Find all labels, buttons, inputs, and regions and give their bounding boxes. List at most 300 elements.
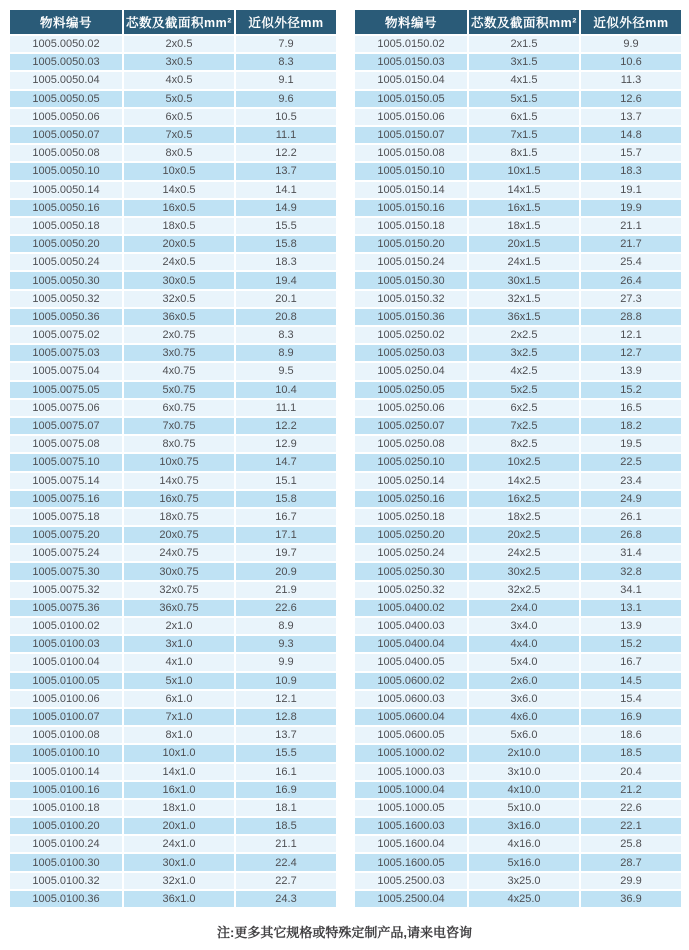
outer-diameter-cell: 19.4 xyxy=(236,272,336,288)
material-code-cell: 1005.0250.07 xyxy=(355,418,467,434)
core-cross-section-cell: 20x0.75 xyxy=(124,527,234,543)
table-row xyxy=(10,127,336,143)
core-cross-section-cell: 4x0.75 xyxy=(124,363,234,379)
material-code-cell: 1005.0100.10 xyxy=(10,745,122,761)
core-cross-section-cell: 20x0.5 xyxy=(124,236,234,252)
table-row xyxy=(355,454,681,470)
footnote: 注:更多其它规格或特殊定制产品,请来电咨询 xyxy=(217,925,472,940)
material-code-cell: 1005.0075.24 xyxy=(10,545,122,561)
material-code-cell: 1005.0050.24 xyxy=(10,254,122,270)
core-cross-section-cell: 3x4.0 xyxy=(469,618,579,634)
outer-diameter-cell: 17.1 xyxy=(236,527,336,543)
table-row xyxy=(355,200,681,216)
material-code-cell: 1005.0250.03 xyxy=(355,345,467,361)
material-code-cell: 1005.0075.05 xyxy=(10,382,122,398)
core-cross-section-cell: 2x1.5 xyxy=(469,36,579,52)
table-row xyxy=(355,600,681,616)
table-row xyxy=(10,818,336,834)
material-code-cell: 1005.0100.32 xyxy=(10,873,122,889)
outer-diameter-cell: 12.1 xyxy=(581,327,681,343)
material-code-cell: 1005.0150.06 xyxy=(355,109,467,125)
core-cross-section-cell: 3x0.5 xyxy=(124,54,234,70)
core-cross-section-cell: 32x2.5 xyxy=(469,582,579,598)
outer-diameter-cell: 18.3 xyxy=(236,254,336,270)
material-code-cell: 1005.0250.18 xyxy=(355,509,467,525)
core-cross-section-cell: 14x0.5 xyxy=(124,182,234,198)
outer-diameter-cell: 15.8 xyxy=(236,491,336,507)
table-row xyxy=(10,654,336,670)
table-row xyxy=(10,800,336,816)
material-code-cell: 1005.0100.03 xyxy=(10,636,122,652)
material-code-cell: 1005.0600.05 xyxy=(355,727,467,743)
outer-diameter-cell: 15.8 xyxy=(236,236,336,252)
core-cross-section-cell: 32x0.75 xyxy=(124,582,234,598)
core-cross-section-cell: 2x1.0 xyxy=(124,618,234,634)
table-row xyxy=(355,54,681,70)
material-code-cell: 1005.0100.18 xyxy=(10,800,122,816)
outer-diameter-cell: 9.9 xyxy=(236,654,336,670)
table-row xyxy=(10,36,336,52)
core-cross-section-cell: 18x1.0 xyxy=(124,800,234,816)
outer-diameter-cell: 26.8 xyxy=(581,527,681,543)
core-cross-section-cell: 30x0.75 xyxy=(124,563,234,579)
outer-diameter-cell: 10.4 xyxy=(236,382,336,398)
outer-diameter-cell: 22.5 xyxy=(581,454,681,470)
material-code-cell: 1005.0050.07 xyxy=(10,127,122,143)
column-header-outer-diameter: 近似外径mm xyxy=(581,10,681,34)
material-code-cell: 1005.0250.30 xyxy=(355,563,467,579)
outer-diameter-cell: 14.7 xyxy=(236,454,336,470)
table-row xyxy=(355,873,681,889)
table-row xyxy=(355,327,681,343)
outer-diameter-cell: 12.2 xyxy=(236,145,336,161)
material-code-cell: 1005.0100.02 xyxy=(10,618,122,634)
outer-diameter-cell: 14.9 xyxy=(236,200,336,216)
material-code-cell: 1005.0150.18 xyxy=(355,218,467,234)
core-cross-section-cell: 32x1.5 xyxy=(469,291,579,307)
table-row xyxy=(10,600,336,616)
table-row xyxy=(10,363,336,379)
outer-diameter-cell: 9.9 xyxy=(581,36,681,52)
core-cross-section-cell: 4x25.0 xyxy=(469,891,579,907)
core-cross-section-cell: 20x1.5 xyxy=(469,236,579,252)
material-code-cell: 1005.0150.24 xyxy=(355,254,467,270)
material-code-cell: 1005.0075.32 xyxy=(10,582,122,598)
table-row xyxy=(355,673,681,689)
outer-diameter-cell: 21.9 xyxy=(236,582,336,598)
core-cross-section-cell: 14x1.0 xyxy=(124,764,234,780)
table-row xyxy=(10,254,336,270)
table-row xyxy=(10,782,336,798)
material-code-cell: 1005.0075.07 xyxy=(10,418,122,434)
table-row xyxy=(10,454,336,470)
core-cross-section-cell: 14x2.5 xyxy=(469,473,579,489)
core-cross-section-cell: 3x1.0 xyxy=(124,636,234,652)
core-cross-section-cell: 2x4.0 xyxy=(469,600,579,616)
outer-diameter-cell: 10.5 xyxy=(236,109,336,125)
core-cross-section-cell: 5x0.75 xyxy=(124,382,234,398)
table-row xyxy=(355,182,681,198)
core-cross-section-cell: 4x2.5 xyxy=(469,363,579,379)
core-cross-section-cell: 36x1.0 xyxy=(124,891,234,907)
table-row xyxy=(355,854,681,870)
core-cross-section-cell: 4x10.0 xyxy=(469,782,579,798)
table-row xyxy=(355,163,681,179)
material-code-cell: 1005.0050.08 xyxy=(10,145,122,161)
outer-diameter-cell: 12.8 xyxy=(236,709,336,725)
spec-table-right xyxy=(353,8,683,909)
table-row xyxy=(355,145,681,161)
material-code-cell: 1005.0100.05 xyxy=(10,673,122,689)
core-cross-section-cell: 14x0.75 xyxy=(124,473,234,489)
outer-diameter-cell: 7.9 xyxy=(236,36,336,52)
table-row xyxy=(355,345,681,361)
table-row xyxy=(355,72,681,88)
outer-diameter-cell: 15.4 xyxy=(581,691,681,707)
outer-diameter-cell: 13.1 xyxy=(581,600,681,616)
outer-diameter-cell: 26.4 xyxy=(581,272,681,288)
table-row xyxy=(355,400,681,416)
material-code-cell: 1005.1000.03 xyxy=(355,764,467,780)
material-code-cell: 1005.0075.14 xyxy=(10,473,122,489)
material-code-cell: 1005.0050.02 xyxy=(10,36,122,52)
table-row xyxy=(10,291,336,307)
outer-diameter-cell: 21.2 xyxy=(581,782,681,798)
outer-diameter-cell: 18.5 xyxy=(581,745,681,761)
table-row xyxy=(10,309,336,325)
table-row xyxy=(10,436,336,452)
table-row xyxy=(355,218,681,234)
table-row xyxy=(10,691,336,707)
core-cross-section-cell: 4x6.0 xyxy=(469,709,579,725)
column-header-material-code: 物料编号 xyxy=(10,10,122,34)
table-row xyxy=(355,563,681,579)
table-row xyxy=(10,72,336,88)
core-cross-section-cell: 4x4.0 xyxy=(469,636,579,652)
table-row xyxy=(355,818,681,834)
core-cross-section-cell: 3x0.75 xyxy=(124,345,234,361)
spec-table-left xyxy=(8,8,338,909)
core-cross-section-cell: 2x2.5 xyxy=(469,327,579,343)
table-row xyxy=(10,836,336,852)
outer-diameter-cell: 18.2 xyxy=(581,418,681,434)
table-row xyxy=(355,800,681,816)
table-row xyxy=(10,473,336,489)
table-row xyxy=(10,236,336,252)
material-code-cell: 1005.0250.05 xyxy=(355,382,467,398)
outer-diameter-cell: 10.6 xyxy=(581,54,681,70)
core-cross-section-cell: 8x2.5 xyxy=(469,436,579,452)
outer-diameter-cell: 22.1 xyxy=(581,818,681,834)
table-row xyxy=(355,509,681,525)
material-code-cell: 1005.1000.04 xyxy=(355,782,467,798)
outer-diameter-cell: 13.7 xyxy=(236,163,336,179)
material-code-cell: 1005.0050.14 xyxy=(10,182,122,198)
outer-diameter-cell: 21.1 xyxy=(236,836,336,852)
material-code-cell: 1005.0050.04 xyxy=(10,72,122,88)
material-code-cell: 1005.0150.16 xyxy=(355,200,467,216)
material-code-cell: 1005.0600.04 xyxy=(355,709,467,725)
column-header-core-cross-section: 芯数及截面积mm² xyxy=(469,10,579,34)
core-cross-section-cell: 36x1.5 xyxy=(469,309,579,325)
material-code-cell: 1005.0075.04 xyxy=(10,363,122,379)
table-row xyxy=(355,436,681,452)
outer-diameter-cell: 9.1 xyxy=(236,72,336,88)
material-code-cell: 1005.0250.32 xyxy=(355,582,467,598)
outer-diameter-cell: 9.6 xyxy=(236,91,336,107)
core-cross-section-cell: 2x0.75 xyxy=(124,327,234,343)
core-cross-section-cell: 36x0.75 xyxy=(124,600,234,616)
material-code-cell: 1005.0100.08 xyxy=(10,727,122,743)
outer-diameter-cell: 28.8 xyxy=(581,309,681,325)
core-cross-section-cell: 6x1.5 xyxy=(469,109,579,125)
outer-diameter-cell: 12.2 xyxy=(236,418,336,434)
core-cross-section-cell: 2x6.0 xyxy=(469,673,579,689)
outer-diameter-cell: 14.8 xyxy=(581,127,681,143)
outer-diameter-cell: 20.9 xyxy=(236,563,336,579)
core-cross-section-cell: 6x0.75 xyxy=(124,400,234,416)
table-row xyxy=(355,127,681,143)
material-code-cell: 1005.1000.05 xyxy=(355,800,467,816)
outer-diameter-cell: 8.9 xyxy=(236,618,336,634)
table-row xyxy=(355,418,681,434)
material-code-cell: 1005.0050.36 xyxy=(10,309,122,325)
outer-diameter-cell: 32.8 xyxy=(581,563,681,579)
material-code-cell: 1005.0150.20 xyxy=(355,236,467,252)
table-row xyxy=(10,345,336,361)
material-code-cell: 1005.0075.10 xyxy=(10,454,122,470)
outer-diameter-cell: 16.7 xyxy=(236,509,336,525)
material-code-cell: 1005.0150.02 xyxy=(355,36,467,52)
table-row xyxy=(355,254,681,270)
outer-diameter-cell: 14.1 xyxy=(236,182,336,198)
table-row xyxy=(10,218,336,234)
table-row xyxy=(10,636,336,652)
core-cross-section-cell: 20x1.0 xyxy=(124,818,234,834)
outer-diameter-cell: 31.4 xyxy=(581,545,681,561)
material-code-cell: 1005.0100.16 xyxy=(10,782,122,798)
material-code-cell: 1005.0250.06 xyxy=(355,400,467,416)
table-row xyxy=(355,109,681,125)
table-header xyxy=(355,10,681,34)
material-code-cell: 1005.0100.24 xyxy=(10,836,122,852)
core-cross-section-cell: 24x0.5 xyxy=(124,254,234,270)
material-code-cell: 1005.0400.02 xyxy=(355,600,467,616)
table-row xyxy=(355,236,681,252)
core-cross-section-cell: 18x1.5 xyxy=(469,218,579,234)
outer-diameter-cell: 11.3 xyxy=(581,72,681,88)
core-cross-section-cell: 5x1.0 xyxy=(124,673,234,689)
core-cross-section-cell: 8x0.75 xyxy=(124,436,234,452)
material-code-cell: 1005.0400.03 xyxy=(355,618,467,634)
table-row xyxy=(355,291,681,307)
core-cross-section-cell: 5x10.0 xyxy=(469,800,579,816)
core-cross-section-cell: 7x0.5 xyxy=(124,127,234,143)
core-cross-section-cell: 3x10.0 xyxy=(469,764,579,780)
table-row xyxy=(10,382,336,398)
core-cross-section-cell: 18x0.5 xyxy=(124,218,234,234)
outer-diameter-cell: 18.6 xyxy=(581,727,681,743)
core-cross-section-cell: 4x0.5 xyxy=(124,72,234,88)
table-row xyxy=(10,400,336,416)
table-row xyxy=(10,727,336,743)
table-row xyxy=(10,327,336,343)
core-cross-section-cell: 6x2.5 xyxy=(469,400,579,416)
outer-diameter-cell: 13.9 xyxy=(581,618,681,634)
core-cross-section-cell: 4x16.0 xyxy=(469,836,579,852)
outer-diameter-cell: 22.6 xyxy=(581,800,681,816)
column-header-material-code: 物料编号 xyxy=(355,10,467,34)
table-row xyxy=(10,145,336,161)
core-cross-section-cell: 10x1.5 xyxy=(469,163,579,179)
material-code-cell: 1005.2500.04 xyxy=(355,891,467,907)
outer-diameter-cell: 10.9 xyxy=(236,673,336,689)
core-cross-section-cell: 5x6.0 xyxy=(469,727,579,743)
table-row xyxy=(355,491,681,507)
header-row xyxy=(10,10,336,34)
material-code-cell: 1005.0600.03 xyxy=(355,691,467,707)
core-cross-section-cell: 3x25.0 xyxy=(469,873,579,889)
material-code-cell: 1005.0150.05 xyxy=(355,91,467,107)
core-cross-section-cell: 7x0.75 xyxy=(124,418,234,434)
material-code-cell: 1005.0100.04 xyxy=(10,654,122,670)
core-cross-section-cell: 30x2.5 xyxy=(469,563,579,579)
outer-diameter-cell: 16.9 xyxy=(236,782,336,798)
table-row xyxy=(355,36,681,52)
table-row xyxy=(355,545,681,561)
table-row xyxy=(355,745,681,761)
material-code-cell: 1005.0400.04 xyxy=(355,636,467,652)
table-row xyxy=(10,272,336,288)
outer-diameter-cell: 18.5 xyxy=(236,818,336,834)
core-cross-section-cell: 36x0.5 xyxy=(124,309,234,325)
outer-diameter-cell: 16.7 xyxy=(581,654,681,670)
core-cross-section-cell: 3x6.0 xyxy=(469,691,579,707)
outer-diameter-cell: 21.7 xyxy=(581,236,681,252)
outer-diameter-cell: 16.9 xyxy=(581,709,681,725)
material-code-cell: 1005.0075.18 xyxy=(10,509,122,525)
table-row xyxy=(10,745,336,761)
outer-diameter-cell: 16.5 xyxy=(581,400,681,416)
core-cross-section-cell: 20x2.5 xyxy=(469,527,579,543)
material-code-cell: 1005.0150.36 xyxy=(355,309,467,325)
outer-diameter-cell: 13.7 xyxy=(236,727,336,743)
core-cross-section-cell: 16x0.5 xyxy=(124,200,234,216)
material-code-cell: 1005.0100.36 xyxy=(10,891,122,907)
material-code-cell: 1005.0150.04 xyxy=(355,72,467,88)
table-row xyxy=(10,527,336,543)
core-cross-section-cell: 10x0.75 xyxy=(124,454,234,470)
table-row xyxy=(355,836,681,852)
outer-diameter-cell: 19.9 xyxy=(581,200,681,216)
material-code-cell: 1005.0150.07 xyxy=(355,127,467,143)
material-code-cell: 1005.0250.24 xyxy=(355,545,467,561)
table-row xyxy=(10,509,336,525)
material-code-cell: 1005.0600.02 xyxy=(355,673,467,689)
material-code-cell: 1005.0250.04 xyxy=(355,363,467,379)
outer-diameter-cell: 12.7 xyxy=(581,345,681,361)
core-cross-section-cell: 5x2.5 xyxy=(469,382,579,398)
table-row xyxy=(355,764,681,780)
core-cross-section-cell: 7x1.0 xyxy=(124,709,234,725)
material-code-cell: 1005.0100.06 xyxy=(10,691,122,707)
material-code-cell: 1005.0075.20 xyxy=(10,527,122,543)
material-code-cell: 1005.0075.36 xyxy=(10,600,122,616)
outer-diameter-cell: 27.3 xyxy=(581,291,681,307)
outer-diameter-cell: 20.4 xyxy=(581,764,681,780)
material-code-cell: 1005.0050.30 xyxy=(10,272,122,288)
table-body xyxy=(355,36,681,907)
table-row xyxy=(355,618,681,634)
core-cross-section-cell: 3x1.5 xyxy=(469,54,579,70)
outer-diameter-cell: 8.3 xyxy=(236,54,336,70)
outer-diameter-cell: 34.1 xyxy=(581,582,681,598)
column-header-core-cross-section: 芯数及截面积mm² xyxy=(124,10,234,34)
table-row xyxy=(10,582,336,598)
material-code-cell: 1005.0150.30 xyxy=(355,272,467,288)
table-row xyxy=(355,654,681,670)
material-code-cell: 1005.0250.16 xyxy=(355,491,467,507)
material-code-cell: 1005.0075.16 xyxy=(10,491,122,507)
table-row xyxy=(355,91,681,107)
material-code-cell: 1005.0250.08 xyxy=(355,436,467,452)
core-cross-section-cell: 14x1.5 xyxy=(469,182,579,198)
core-cross-section-cell: 32x1.0 xyxy=(124,873,234,889)
core-cross-section-cell: 24x2.5 xyxy=(469,545,579,561)
material-code-cell: 1005.0250.20 xyxy=(355,527,467,543)
core-cross-section-cell: 8x1.0 xyxy=(124,727,234,743)
table-row xyxy=(10,163,336,179)
core-cross-section-cell: 6x0.5 xyxy=(124,109,234,125)
core-cross-section-cell: 5x1.5 xyxy=(469,91,579,107)
outer-diameter-cell: 13.9 xyxy=(581,363,681,379)
core-cross-section-cell: 30x1.5 xyxy=(469,272,579,288)
table-row xyxy=(10,491,336,507)
outer-diameter-cell: 20.8 xyxy=(236,309,336,325)
table-row xyxy=(10,563,336,579)
core-cross-section-cell: 5x16.0 xyxy=(469,854,579,870)
material-code-cell: 1005.0100.20 xyxy=(10,818,122,834)
material-code-cell: 1005.0250.02 xyxy=(355,327,467,343)
outer-diameter-cell: 12.9 xyxy=(236,436,336,452)
material-code-cell: 1005.0100.30 xyxy=(10,854,122,870)
material-code-cell: 1005.1600.05 xyxy=(355,854,467,870)
outer-diameter-cell: 21.1 xyxy=(581,218,681,234)
outer-diameter-cell: 26.1 xyxy=(581,509,681,525)
table-row xyxy=(355,272,681,288)
core-cross-section-cell: 5x4.0 xyxy=(469,654,579,670)
table-row xyxy=(355,382,681,398)
table-row xyxy=(10,182,336,198)
core-cross-section-cell: 16x1.5 xyxy=(469,200,579,216)
core-cross-section-cell: 10x2.5 xyxy=(469,454,579,470)
material-code-cell: 1005.0050.18 xyxy=(10,218,122,234)
table-row xyxy=(10,618,336,634)
material-code-cell: 1005.0150.08 xyxy=(355,145,467,161)
table-row xyxy=(10,91,336,107)
material-code-cell: 1005.2500.03 xyxy=(355,873,467,889)
outer-diameter-cell: 12.1 xyxy=(236,691,336,707)
outer-diameter-cell: 22.4 xyxy=(236,854,336,870)
table-row xyxy=(10,109,336,125)
core-cross-section-cell: 16x0.75 xyxy=(124,491,234,507)
material-code-cell: 1005.0150.32 xyxy=(355,291,467,307)
material-code-cell: 1005.0150.14 xyxy=(355,182,467,198)
core-cross-section-cell: 30x1.0 xyxy=(124,854,234,870)
outer-diameter-cell: 11.1 xyxy=(236,127,336,143)
table-row xyxy=(10,764,336,780)
table-row xyxy=(355,363,681,379)
